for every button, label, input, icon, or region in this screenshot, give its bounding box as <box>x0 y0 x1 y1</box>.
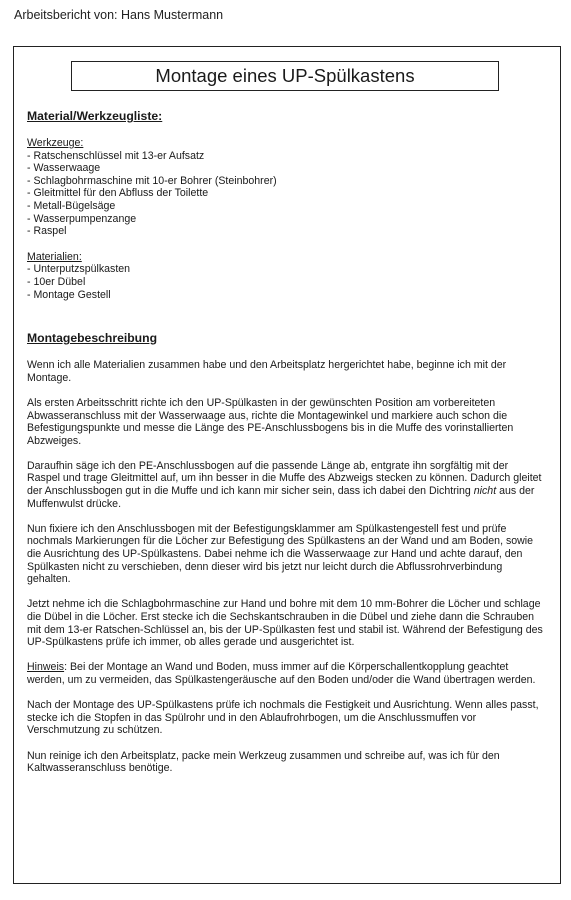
list-item: - Raspel <box>27 225 67 238</box>
paragraph-step-1: Als ersten Arbeitsschritt richte ich den UP-Spülkasten in der gewünschten Position am vorbereiteten Abwasseranschluss mit der Wasserwaage aus, richte die Montagewinkel und markiere auch schon die Befestigungspunkte und messe die Länge des PE-Anschlussbogens bis in die Muffe des vorinstallierten Abzweiges. <box>27 396 514 447</box>
paragraph-note: Hinweis: Bei der Montage an Wand und Boden, muss immer auf die Körperschallentkopplung geachtet werden, um zu vermeiden, das Spülkastengeräusche auf den Boden und/oder die Wand übertragen werden. <box>27 661 536 686</box>
description-heading: Montagebeschreibung <box>27 331 158 346</box>
note-label: Hinweis <box>27 661 65 674</box>
list-item: - Metall-Bügelsäge <box>27 199 116 212</box>
paragraph-closing: Nun reinige ich den Arbeitsplatz, packe mein Werkzeug zusammen und schreibe auf, was ich für den Kaltwasseranschluss benötige. <box>27 749 500 775</box>
list-item: - 10er Dübel <box>27 275 86 288</box>
materials-label: Materialien: <box>27 250 82 263</box>
paragraph-step-4: Jetzt nehme ich die Schlagbohrmaschine zur Hand und bohre mit dem 10 mm-Bohrer die Löcher und schlage die Dübel in die Löcher. Erst stecke ich die Sechskantschrauben in die Dübel und ziehe dann die Schrauben mit dem 13-er Ratschen-Schlüssel an, bis der UP-Spülkasten fest und stabil ist. Während der Befestigung des UP-Spülkastens prüfe ich immer, ob alles gerade und ausgerichtet ist. <box>27 598 543 649</box>
report-author-line: Arbeitsbericht von: Hans Mustermann <box>14 8 224 22</box>
list-item: - Wasserpumpenzange <box>27 212 137 225</box>
list-item: - Unterputzspülkasten <box>27 263 131 276</box>
paragraph-step-5: Nach der Montage des UP-Spülkastens prüfe ich nochmals die Festigkeit und Ausrichtung. Wenn alles passt, stecke ich die Stopfen in das Spülrohr und in den Ablaufrohrbogen, um die Anschlussmuffen vor Verschmutzung zu schützen. <box>27 699 539 737</box>
paragraph-intro: Wenn ich alle Materialien zusammen habe und den Arbeitsplatz hergerichtet habe, beginne ich mit der Montage. <box>27 359 507 384</box>
emphasis-text: nicht <box>473 485 497 498</box>
document-frame <box>13 46 561 884</box>
tools-list <box>27 150 543 238</box>
tools-label: Werkzeuge: <box>27 137 84 149</box>
document-title: Montage eines UP-Spülkastens <box>71 61 499 91</box>
paragraph-step-3: Nun fixiere ich den Anschlussbogen mit der Befestigungsklammer am Spülkastengestell fest und prüfe nochmals Markierungen für die Löcher zur Befestigung des Spülkastens an der Wand und am Boden, sowie die Ausrichtung des UP-Spülkastens. Dabei nehme ich die Wasserwaage zur Hand und achte darauf, den Spülkasten nicht zu verschieben, denn dieser wird bis jetzt nur leicht durch die Abflussrohrverbindung gehalten. <box>27 522 534 586</box>
paragraph-step-2: Daraufhin säge ich den PE-Anschlussbogen auf die passende Länge ab, entgrate ihn sorgfältig mit der Raspel und trage Gleitmittel auf, um ihn besser in die Muffe des Abzweigs stecken zu können. Dadurch gleitet der Anschlussbogen gut in die Muffe und ich kann mir sicher sein, dass ich dabei den Dichtring nicht aus der Muffenwulst drücke. <box>27 459 542 510</box>
materials-list <box>27 263 543 301</box>
list-item: - Montage Gestell <box>27 288 111 301</box>
list-item: - Ratschenschlüssel mit 13-er Aufsatz <box>27 149 205 162</box>
list-item: - Schlagbohrmaschine mit 10-er Bohrer (Steinbohrer) <box>27 174 277 187</box>
list-item: - Wasserwaage <box>27 162 101 175</box>
material-heading: Material/Werkzeugliste: <box>27 109 163 123</box>
list-item: - Gleitmittel für den Abfluss der Toilette <box>27 187 209 200</box>
document-content <box>27 109 543 787</box>
